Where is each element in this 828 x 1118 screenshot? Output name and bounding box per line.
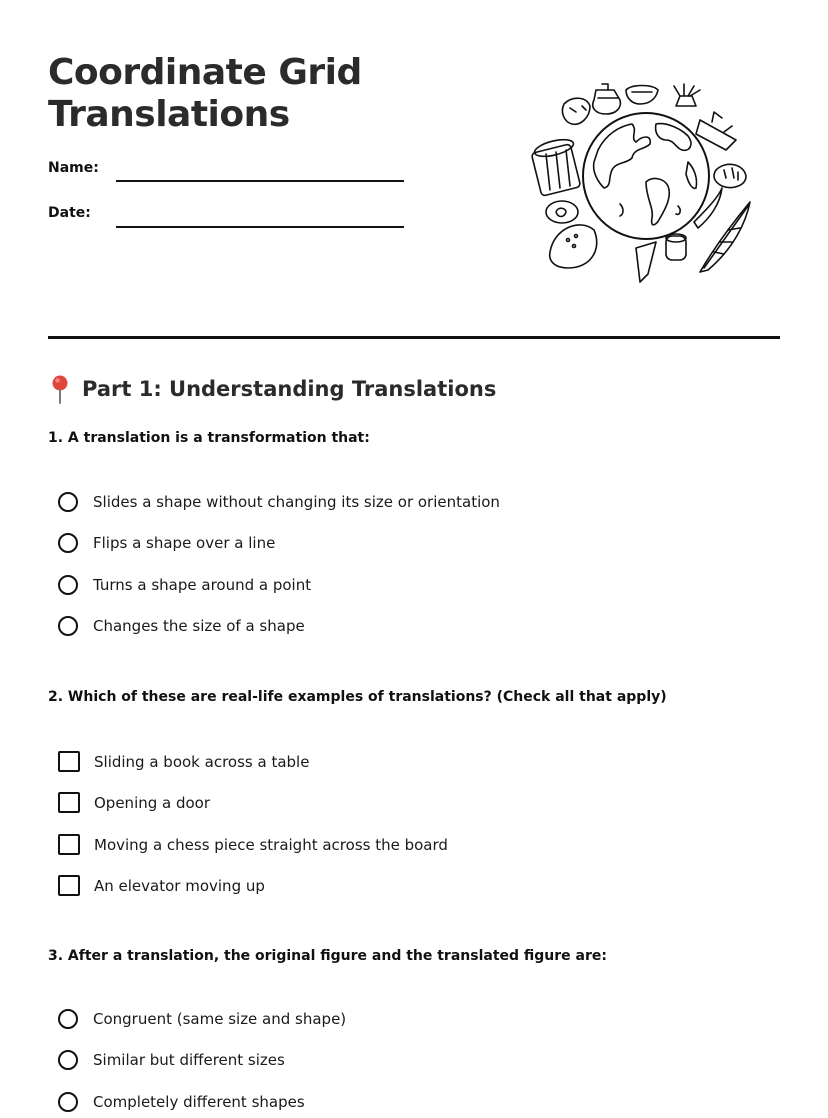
name-field[interactable] (116, 180, 404, 182)
q2-option-1[interactable] (58, 751, 309, 772)
section-divider (48, 336, 780, 339)
globe-illustration-icon (528, 78, 758, 290)
radio-button[interactable] (58, 1092, 78, 1112)
option-label: Changes the size of a shape (93, 617, 305, 635)
date-field[interactable] (116, 226, 404, 228)
q3-option-2[interactable] (58, 1050, 285, 1070)
question-1: 1. A translation is a transformation that: (48, 430, 370, 446)
option-label: Congruent (same size and shape) (93, 1010, 347, 1028)
checkbox[interactable] (58, 792, 80, 813)
q3-option-3[interactable] (58, 1092, 305, 1112)
radio-button[interactable] (58, 616, 78, 636)
radio-button[interactable] (58, 1009, 78, 1029)
name-label: Name: (48, 160, 99, 176)
radio-button[interactable] (58, 492, 78, 512)
option-label: Moving a chess piece straight across the board (94, 835, 448, 854)
q2-option-2[interactable] (58, 792, 210, 813)
q3-option-1[interactable] (58, 1009, 346, 1029)
question-3: 3. After a translation, the original figure and the translated figure are: (48, 948, 607, 964)
q1-option-3[interactable] (58, 575, 311, 595)
question-2: 2. Which of these are real-life examples of translations? (Check all that apply) (48, 689, 667, 705)
round-pushpin-icon (48, 374, 72, 404)
q1-option-1[interactable] (58, 492, 500, 512)
checkbox[interactable] (58, 751, 80, 772)
option-label: Opening a door (94, 793, 211, 812)
worksheet-title (48, 52, 362, 136)
checkbox[interactable] (58, 875, 80, 896)
q1-option-2[interactable] (58, 533, 275, 553)
q2-option-4[interactable] (58, 875, 265, 896)
title-line-1: Coordinate Grid (48, 52, 362, 93)
option-label: Slides a shape without changing its size or orientation (93, 493, 500, 511)
part1-heading (48, 374, 496, 404)
radio-button[interactable] (58, 1050, 78, 1070)
radio-button[interactable] (58, 575, 78, 595)
date-label: Date: (48, 205, 91, 221)
option-label: Sliding a book across a table (94, 752, 310, 771)
option-label: Turns a shape around a point (93, 576, 312, 594)
checkbox[interactable] (58, 834, 80, 855)
part1-title: Part 1: Understanding Translations (82, 377, 497, 401)
option-label: An elevator moving up (94, 876, 265, 895)
q1-option-4[interactable] (58, 616, 305, 636)
option-label: Completely different shapes (93, 1093, 305, 1111)
title-line-2: Translations (48, 94, 290, 135)
option-label: Flips a shape over a line (93, 534, 276, 552)
option-label: Similar but different sizes (93, 1051, 285, 1069)
radio-button[interactable] (58, 533, 78, 553)
q2-option-3[interactable] (58, 834, 448, 855)
